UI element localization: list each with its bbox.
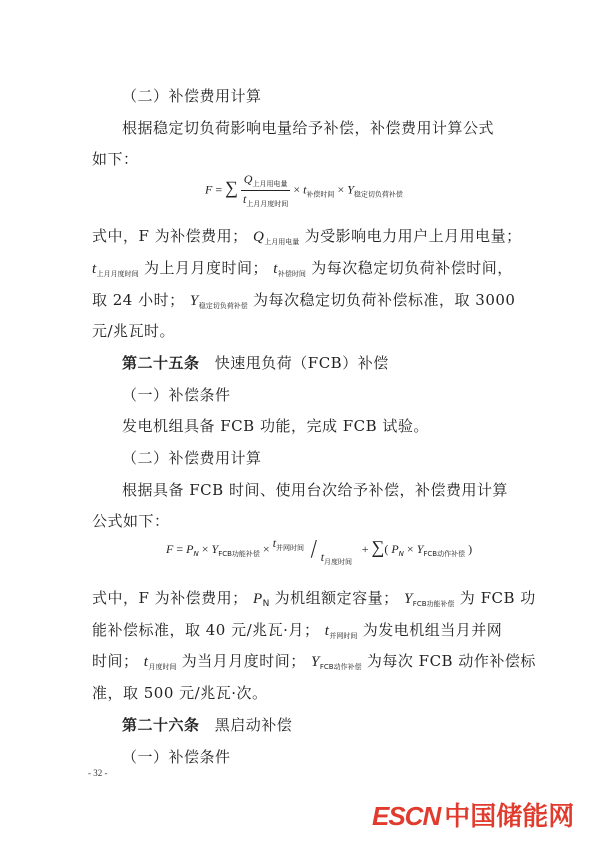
section-heading: （一）补偿条件 bbox=[122, 386, 231, 404]
paragraph-line bbox=[92, 258, 513, 284]
formula-symbol: t bbox=[303, 182, 307, 197]
formula-subscript: N bbox=[193, 549, 199, 558]
text-span: 为每次稳定切负荷补偿时间， bbox=[311, 259, 513, 277]
formula-subscript: N bbox=[398, 549, 404, 558]
inline-subscript: 上月月度时间 bbox=[96, 270, 139, 278]
inline-subscript: 月度时间 bbox=[148, 663, 177, 671]
formula-stable-load-shedding: F = ∑ $\frac{Q_{上月用电量}}{t_{上月月度时间}}$ × $t_{补偿时间} \times Y_{稳定切负荷补偿}$ bbox=[205, 172, 403, 208]
inline-subscript: FCB动作补偿 bbox=[319, 663, 362, 671]
article-name: 黑启动补偿 bbox=[214, 716, 293, 734]
inline-subscript: 稳定切负荷补偿 bbox=[198, 302, 248, 310]
formula-subscript: FCB动作补偿 bbox=[423, 549, 466, 558]
inline-symbol: t bbox=[273, 261, 278, 277]
text-span: 为发电机组当月并网 bbox=[362, 621, 503, 639]
section-heading: （一）补偿条件 bbox=[122, 748, 231, 766]
formula-operator: × bbox=[201, 541, 209, 556]
inline-symbol: P bbox=[252, 591, 263, 607]
paragraph-line: 发电机组具备 FCB 功能，完成 FCB 试验。 bbox=[122, 417, 429, 435]
watermark-cjk: 中国储能网 bbox=[444, 801, 575, 831]
text-span: 为当月月度时间； bbox=[181, 652, 306, 670]
formula-symbol: P bbox=[186, 541, 194, 556]
inline-symbol: Y bbox=[311, 654, 320, 670]
formula-symbol: F bbox=[166, 541, 174, 556]
formula-symbol: P bbox=[391, 541, 399, 556]
text-span: 时间； bbox=[92, 652, 139, 670]
formula-symbol: t bbox=[272, 536, 277, 550]
text-span: 为每次稳定切负荷补偿标准，取 3000 bbox=[253, 291, 516, 309]
formula-subscript: 上月用电量 bbox=[252, 180, 288, 188]
formula-subscript: FCB功能补偿 bbox=[218, 549, 260, 558]
text-span: 为机组额定容量； bbox=[274, 589, 399, 607]
inline-subscript: 补偿时间 bbox=[277, 270, 306, 278]
article-number: 第二十五条 bbox=[122, 354, 200, 372]
paragraph-line bbox=[92, 620, 502, 646]
paragraph-line: 准，取 500 元/兆瓦·次。 bbox=[92, 684, 268, 702]
inline-symbol: t bbox=[324, 623, 330, 639]
text-span: 式中，F 为补偿费用； bbox=[92, 589, 248, 607]
inline-symbol: t bbox=[92, 261, 97, 277]
inline-subscript: 并网时间 bbox=[329, 632, 358, 640]
formula-operator: ) bbox=[468, 541, 473, 556]
formula-symbol: F bbox=[205, 182, 213, 197]
text-span: 取 24 小时； bbox=[92, 291, 185, 309]
paragraph-line bbox=[92, 651, 536, 677]
formula-fraction bbox=[241, 172, 290, 209]
watermark-latin: ESCN bbox=[372, 801, 441, 831]
formula-operator: / bbox=[310, 533, 317, 564]
inline-symbol: Y bbox=[189, 293, 199, 309]
paragraph-line: 根据具备 FCB 时间、使用台次给予补偿，补偿费用计算 bbox=[122, 481, 508, 499]
formula-subscript: 稳定切负荷补偿 bbox=[353, 190, 403, 199]
article-number: 第二十六条 bbox=[122, 716, 200, 734]
article-25-title bbox=[122, 353, 389, 373]
formula-subscript: 补偿时间 bbox=[306, 190, 335, 199]
formula-slash-fraction bbox=[272, 533, 359, 566]
paragraph-line bbox=[92, 588, 536, 614]
page-number: - 32 - bbox=[88, 768, 108, 778]
paragraph-line: 元/兆瓦时。 bbox=[92, 322, 176, 340]
inline-symbol: Q bbox=[252, 229, 265, 245]
text-span: 为 FCB 功 bbox=[459, 589, 536, 607]
escn-watermark-logo bbox=[372, 796, 574, 833]
text-span: 为每次 FCB 动作补偿标 bbox=[366, 652, 536, 670]
inline-subscript: N bbox=[262, 599, 270, 609]
inline-subscript: 上月用电量 bbox=[264, 238, 300, 246]
formula-operator: × bbox=[293, 182, 301, 197]
heading-compensation-calc: （二）补偿费用计算 bbox=[122, 87, 262, 105]
text-span: 式中，F 为补偿费用； bbox=[92, 227, 248, 245]
formula-subscript: 月度时间 bbox=[324, 558, 353, 566]
formula-operator: × bbox=[337, 182, 345, 197]
section-heading: （二）补偿费用计算 bbox=[122, 449, 262, 467]
article-name: 快速甩负荷（FCB）补偿 bbox=[214, 354, 389, 372]
formula-subscript: 上月月度时间 bbox=[246, 200, 289, 208]
paragraph-line: 如下： bbox=[92, 150, 139, 168]
formula-fcb: $F = P_N \times Y_{FCB功能补偿}$ × $t_{并网时间}$ / $t_{月度时间}$ + ∑( $P_N \times Y_{FCB动作补偿}$ ) bbox=[166, 533, 473, 566]
formula-symbol: Y bbox=[347, 182, 354, 197]
paragraph-line: 公式如下： bbox=[92, 512, 170, 530]
article-26-title bbox=[122, 715, 292, 735]
paragraph-line: 根据稳定切负荷影响电量给予补偿，补偿费用计算公式 bbox=[122, 119, 495, 137]
text-span: 为上月月度时间； bbox=[143, 259, 268, 277]
formula-symbol: t bbox=[320, 550, 325, 564]
formula-subscript: 并网时间 bbox=[276, 544, 305, 552]
formula-symbol: Q bbox=[243, 172, 253, 186]
formula-symbol: Y bbox=[211, 541, 219, 556]
text-span: 能补偿标准，取 40 元/兆瓦·月； bbox=[92, 621, 320, 639]
formula-symbol: t bbox=[242, 192, 247, 206]
paragraph-line bbox=[92, 226, 522, 252]
inline-subscript: FCB功能补偿 bbox=[412, 600, 455, 608]
inline-symbol: Y bbox=[403, 591, 413, 607]
formula-symbol: Y bbox=[416, 541, 424, 556]
paragraph-line bbox=[92, 290, 515, 316]
inline-symbol: t bbox=[143, 654, 149, 670]
text-span: 为受影响电力用户上月用电量； bbox=[304, 227, 522, 245]
